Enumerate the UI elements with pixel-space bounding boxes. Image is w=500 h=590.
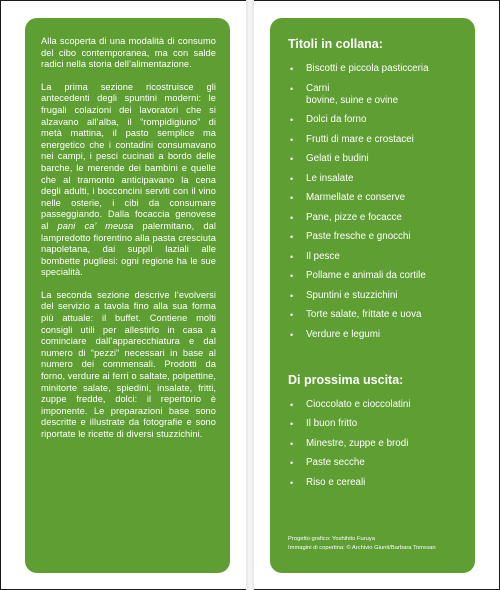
series-title-item: • Verdure e legumi: [288, 329, 463, 341]
series-title-item: [288, 83, 463, 107]
series-title-subtext: bovine, suine e ovine: [306, 94, 399, 106]
series-title-item: • Pane, pizze e focacce: [288, 212, 463, 224]
upcoming-title-item: • Paste secche: [288, 457, 463, 469]
upcoming-title-item: • Minestre, zuppe e brodi: [288, 438, 463, 450]
upcoming-title-item: • Cioccolato e cioccolatini: [288, 399, 463, 411]
right-panel: [270, 18, 475, 573]
series-title-item: • Il pesce: [288, 251, 463, 263]
series-title-item: • Spuntini e stuzzichini: [288, 290, 463, 302]
italic-dish-name: pani ca’ meusa: [57, 220, 134, 231]
upcoming-titles-list: [288, 399, 463, 489]
series-titles-list: [288, 63, 463, 341]
credits: [288, 535, 436, 553]
book-spine: [246, 0, 254, 590]
series-title-item: • Dolci da forno: [288, 114, 463, 126]
series-title-item: • Torte salate, frittate e uova: [288, 309, 463, 321]
intro-paragraph: Alla scoperta di una modalità di consumo del cibo contemporanea, ma con salde radici nella storia dell’alimentazione.: [41, 36, 216, 70]
series-title-heading: Titoli in collana:: [288, 37, 383, 51]
upcoming-heading: Di prossima uscita:: [288, 372, 404, 387]
series-title-item: • Marmellate e conserve: [288, 192, 463, 204]
series-title-text: Carni: [306, 82, 330, 94]
series-title-item: • Biscotti e piccola pasticceria: [288, 63, 463, 75]
upcoming-title-item: • Il buon fritto: [288, 418, 463, 430]
second-section-paragraph: La seconda sezione descrive l’evolversi del servizio a tavola fino alla sua forma più attuale: il buffet. Contiene molti consigli utili per allestirlo in casa a cominciare dall’apparecchiatura e dal numero di “pezzi” necessari in base al numero dei commensali. Prodotti da forno, verdure ai ferri o saltate, polpettine, minitorte salate, spiedini, insalate, fritti, zuppe fredde, dolci: il repertorio è imponente. Le preparazioni base sono descritte e illustrate da fotografie e sono riportate le ricette di diversi stuzzichini.: [41, 289, 216, 439]
series-title-item: • Paste fresche e gnocchi: [288, 231, 463, 243]
upcoming-title-item: • Riso e cereali: [288, 477, 463, 489]
series-title-item: • Gelati e budini: [288, 153, 463, 165]
first-section-paragraph: La prima sezione ricostruisce gli antecedenti degli spuntini moderni: le frugali colazioni dei lavoratori che si alzavano all’alba, il “rompidigiuno” di metà mattina, il pasto semplice ma energetico che i contadini consumavano nei campi, i pesci cucinati a bordo delle barche, le merende dei bambini e quelle che al tramonto anticipavano la cena degli adulti, i bocconcini serviti con il vino nelle osterie, i cibi da consumare passeggiando. Dalla focaccia genovese al pani ca’ meusa palermitano, dal lampredotto fiorentino alla pasta cresciuta napoletana, dai supplì laziali alle bombette pugliesi: ogni regione ha le sue specialità.: [41, 81, 216, 278]
left-panel: [25, 18, 230, 573]
series-title-item: • Le insalate: [288, 173, 463, 185]
series-title-item: • Pollame e animali da cortile: [288, 270, 463, 282]
series-title-item: • Frutti di mare e crostacei: [288, 134, 463, 146]
credit-images: Immagini di copertina: © Archivio Giunti/Barbara Torresan: [288, 545, 436, 551]
credit-design: Progetto grafico: Yoshihito Furuya: [288, 536, 376, 542]
